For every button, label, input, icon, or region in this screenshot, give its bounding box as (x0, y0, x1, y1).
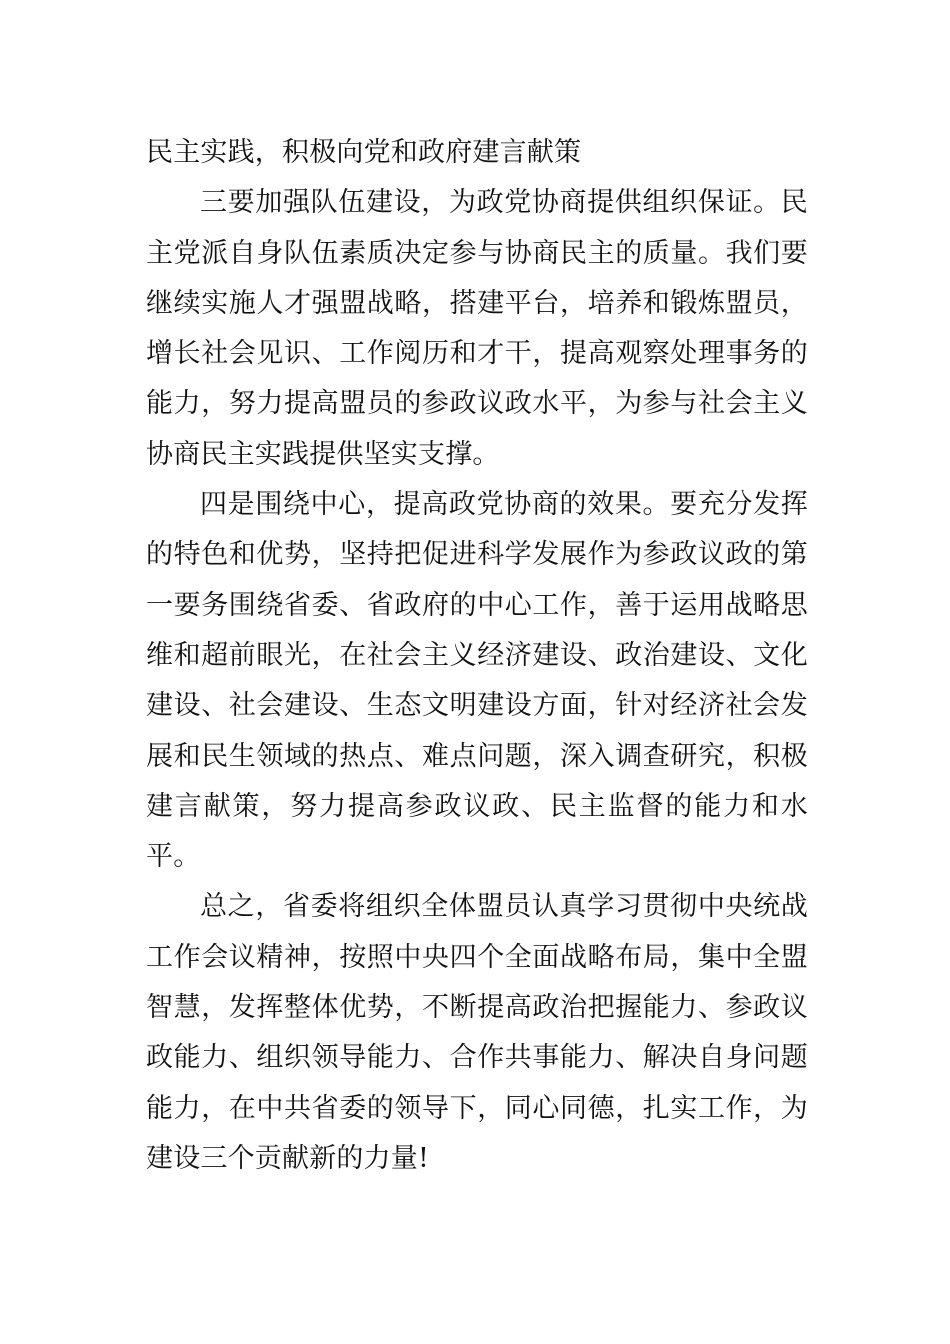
paragraph-conclusion: 总之，省委将组织全体盟员认真学习贯彻中央统战工作会议精神，按照中央四个全面战略布局，集中全盟智慧，发挥整体优势，不断提高政治把握能力、参政议政能力、组织领导能力、合作共事能力、解决自身问题能力，在中共省委的领导下，同心同德，扎实工作，为建设三个贡献新的力量! (146, 891, 808, 1174)
document-page (146, 128, 808, 1184)
paragraph-team-building: 三要加强队伍建设，为政党协商提供组织保证。民主党派自身队伍素质决定参与协商民主的质量。我们要继续实施人才强盟战略，搭建平台，培养和锻炼盟员，增长社会见识、工作阅历和才干，提高观察处理事务的能力，努力提高盟员的参政议政水平，为参与社会主义协商民主实践提供坚实支撑。 (146, 187, 808, 470)
paragraph-continuation: 民主实践，积极向党和政府建言献策 (146, 137, 582, 168)
paragraph-focus-center: 四是围绕中心，提高政党协商的效果。要充分发挥的特色和优势，坚持把促进科学发展作为参政议政的第一要务围绕省委、省政府的中心工作，善于运用战略思维和超前眼光，在社会主义经济建设、政治建设、文化建设、社会建设、生态文明建设方面，针对经济社会发展和民生领域的热点、难点问题，深入调查研究，积极建言献策，努力提高参政议政、民主监督的能力和水平。 (146, 489, 808, 873)
